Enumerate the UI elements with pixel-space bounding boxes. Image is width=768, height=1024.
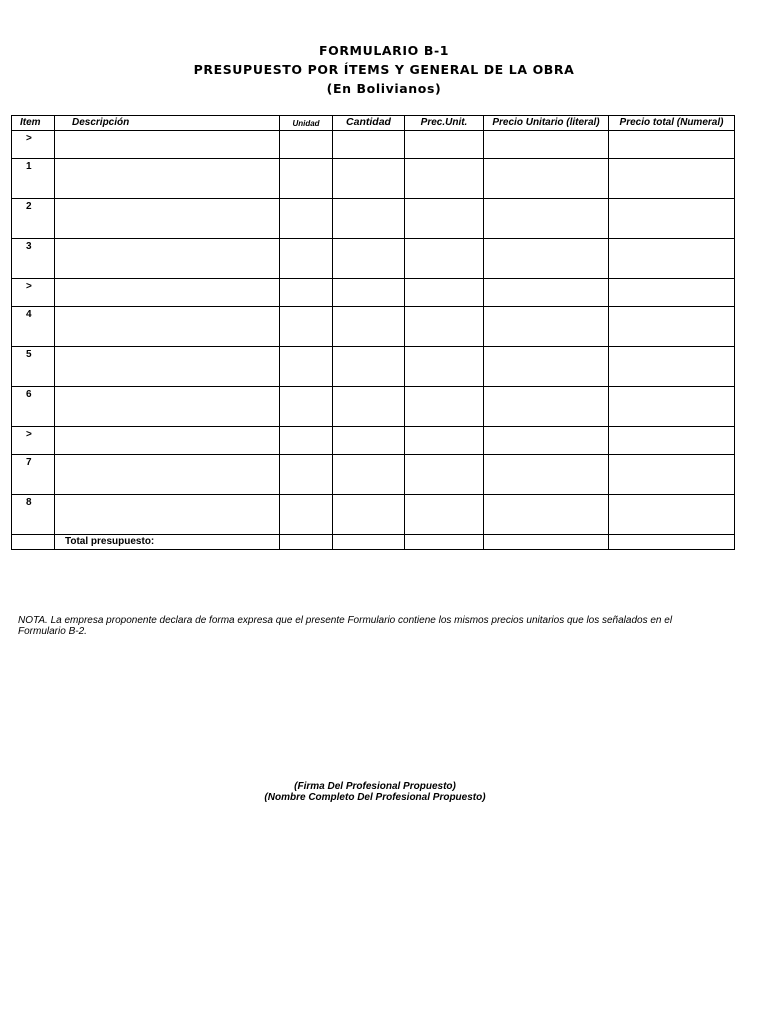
- table-cell: [333, 307, 405, 347]
- table-body: [12, 131, 735, 535]
- table-cell: [484, 279, 609, 307]
- table-cell: [333, 387, 405, 427]
- item-number: 6: [12, 387, 55, 427]
- table-cell: [484, 347, 609, 387]
- item-number: 2: [12, 199, 55, 239]
- table-cell: [484, 131, 609, 159]
- table-cell: [609, 199, 735, 239]
- table-cell: [280, 427, 333, 455]
- table-cell: [484, 159, 609, 199]
- col-header-unidad: Unidad: [280, 116, 333, 131]
- table-cell: [333, 279, 405, 307]
- table-row: [12, 347, 735, 387]
- name-line: (Nombre Completo Del Profesional Propuesto): [264, 792, 486, 803]
- table-cell: [280, 535, 333, 550]
- table-cell: [333, 199, 405, 239]
- table-row: [12, 159, 735, 199]
- table-row: [12, 387, 735, 427]
- table-cell: [484, 199, 609, 239]
- table-row: [12, 239, 735, 279]
- table-cell: [55, 307, 280, 347]
- table-cell: [405, 455, 484, 495]
- table-row: [12, 455, 735, 495]
- table-cell: [609, 159, 735, 199]
- table-cell: [609, 455, 735, 495]
- table-cell: [280, 455, 333, 495]
- item-number: 4: [12, 307, 55, 347]
- table-cell: [333, 159, 405, 199]
- form-title: PRESUPUESTO POR ÍTEMS Y GENERAL DE LA OBRA: [193, 62, 575, 77]
- table-row: [12, 199, 735, 239]
- table-cell: [333, 455, 405, 495]
- table-cell: [405, 159, 484, 199]
- table-cell: [609, 347, 735, 387]
- table-cell: [609, 307, 735, 347]
- table-cell: [280, 159, 333, 199]
- signature-line: (Firma Del Profesional Propuesto): [294, 781, 456, 792]
- table-cell: [609, 495, 735, 535]
- table-cell: [484, 495, 609, 535]
- table-cell: [280, 131, 333, 159]
- col-header-descripcion: Descripción: [55, 116, 280, 131]
- table-cell: [484, 535, 609, 550]
- table-cell: [333, 347, 405, 387]
- table-cell: [333, 427, 405, 455]
- item-number: 7: [12, 455, 55, 495]
- table-cell: [55, 131, 280, 159]
- table-cell: [333, 495, 405, 535]
- table-row: [12, 131, 735, 159]
- item-number: 8: [12, 495, 55, 535]
- table-cell: [484, 427, 609, 455]
- table-row: [12, 307, 735, 347]
- table-cell: [405, 387, 484, 427]
- table-cell: [12, 535, 55, 550]
- table-cell: [55, 495, 280, 535]
- signature-block: [0, 781, 750, 803]
- table-cell: [484, 239, 609, 279]
- item-number: 5: [12, 347, 55, 387]
- nota-text: NOTA. La empresa proponente declara de forma expresa que el presente Formulario contiene los mismos precios unitarios que los señalados en el Formulario B-2.: [18, 615, 673, 637]
- table-cell: [405, 279, 484, 307]
- table-cell: [280, 239, 333, 279]
- table-cell: [609, 239, 735, 279]
- table-row: [12, 279, 735, 307]
- table-cell: [405, 347, 484, 387]
- table-cell: [280, 347, 333, 387]
- table-cell: [484, 387, 609, 427]
- table-cell: [280, 307, 333, 347]
- table-header-row: [12, 116, 735, 131]
- table-row: [12, 495, 735, 535]
- table-cell: [55, 387, 280, 427]
- table-cell: [405, 199, 484, 239]
- table-cell: [609, 387, 735, 427]
- table-cell: [484, 455, 609, 495]
- item-number: >: [12, 427, 55, 455]
- table-cell: [405, 427, 484, 455]
- table-cell: [55, 199, 280, 239]
- table-cell: [609, 427, 735, 455]
- table-cell: [333, 535, 405, 550]
- total-row: [12, 535, 735, 550]
- table-cell: [55, 239, 280, 279]
- table-cell: [55, 347, 280, 387]
- table-cell: [280, 199, 333, 239]
- table-cell: [280, 279, 333, 307]
- table-cell: [55, 427, 280, 455]
- table-cell: [55, 159, 280, 199]
- currency-note: (En Bolivianos): [326, 81, 442, 96]
- budget-table: [11, 115, 735, 550]
- col-header-precio-total: Precio total (Numeral): [609, 116, 735, 131]
- table-cell: [609, 131, 735, 159]
- col-header-cantidad: Cantidad: [333, 116, 405, 131]
- table-cell: [333, 131, 405, 159]
- table-cell: [405, 535, 484, 550]
- table-row: [12, 427, 735, 455]
- item-number: >: [12, 279, 55, 307]
- table-cell: [280, 387, 333, 427]
- table-cell: [280, 495, 333, 535]
- total-label: Total presupuesto:: [55, 535, 280, 550]
- form-header: [0, 41, 768, 98]
- item-number: >: [12, 131, 55, 159]
- table-cell: [333, 239, 405, 279]
- table-cell: [405, 307, 484, 347]
- col-header-prec-unit: Prec.Unit.: [405, 116, 484, 131]
- form-code: FORMULARIO B-1: [318, 43, 450, 58]
- table-cell: [55, 279, 280, 307]
- item-number: 3: [12, 239, 55, 279]
- table-cell: [55, 455, 280, 495]
- table-cell: [405, 495, 484, 535]
- table-cell: [484, 307, 609, 347]
- col-header-precio-literal: Precio Unitario (literal): [484, 116, 609, 131]
- table-cell: [405, 239, 484, 279]
- item-number: 1: [12, 159, 55, 199]
- col-header-item: Item: [12, 116, 55, 131]
- table-cell: [609, 279, 735, 307]
- table-cell: [405, 131, 484, 159]
- table-cell: [609, 535, 735, 550]
